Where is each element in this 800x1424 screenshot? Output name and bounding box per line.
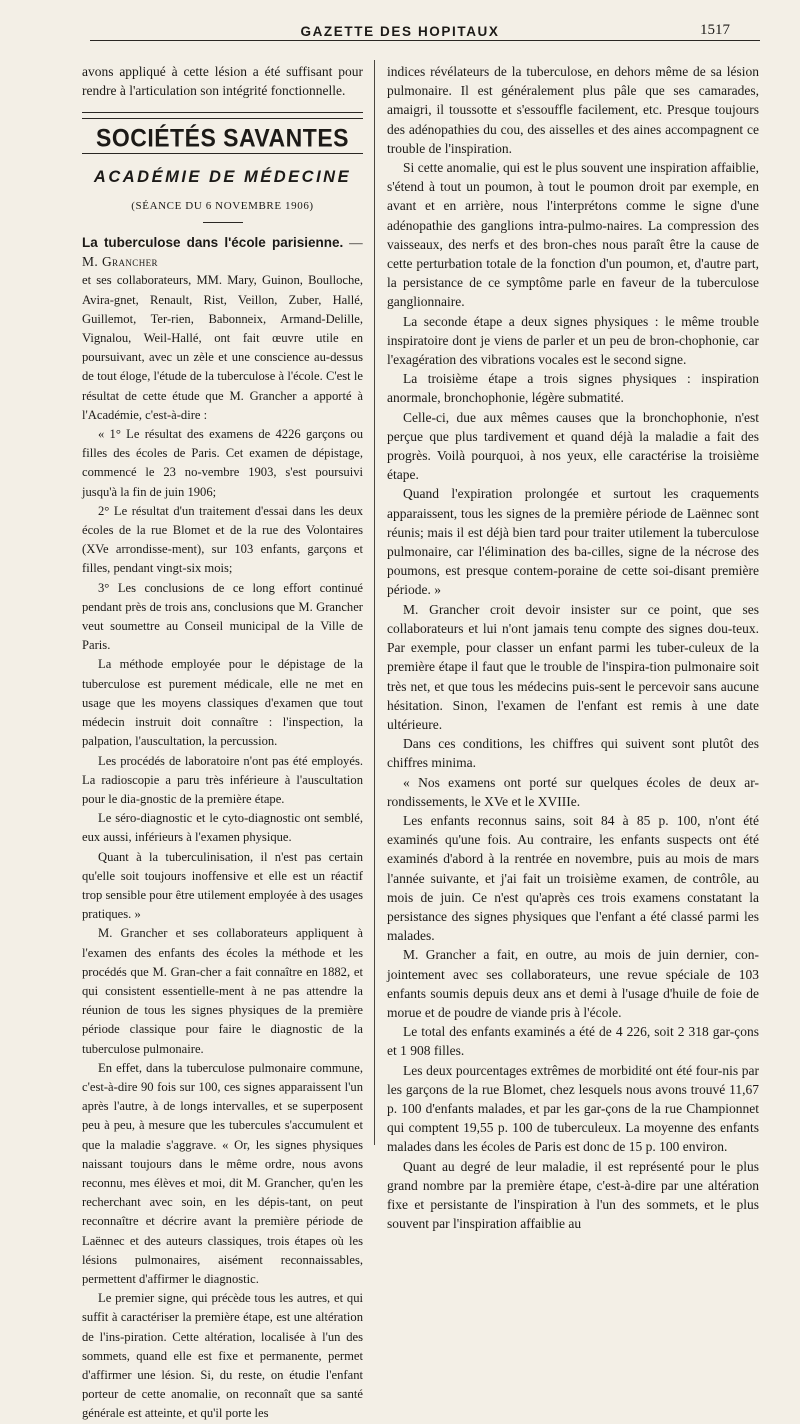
article-lead (82, 233, 363, 271)
paragraph: La seconde étape a deux signes physiques : le même trouble inspiratoire dont je viens de parler et un peu de bron-chophonie, car l'exagération des vibrations vocales est le second signe. (387, 313, 759, 368)
paragraph: « 1° Le résultat des examens de 4226 garçons ou filles des écoles de Paris. Cet examen de dépistage, commencé le 23 no-vembre 1903, s'est poursuivi jusqu'à la fin de juin 1906; (82, 427, 363, 499)
article-headline: La tuberculose dans l'école parisienne. (82, 235, 344, 251)
section-title-rule (82, 153, 363, 154)
intro-text: avons appliqué à cette lésion a été suffisant pour rendre à l'articulation son intégrité fonctionnelle. (82, 64, 363, 99)
paragraph: et ses collaborateurs, MM. Mary, Guinon, Boulloche, Avira-gnet, Renault, Rist, Veillon, Zuber, Hallé, Guillemot, Ter-rien, Babonneix, Armand-Delille, Vignalou, Weil-Hallé, ont fait œuvre utile en poursuivant, avec un zèle et une conscience au-dessus de tout éloge, l'étude de la tuberculose à l'école. C'est le résultat de cette étude que M. Grancher a apporté à l'Académie, c'est-à-dire : (82, 273, 363, 422)
academy-title: ACADÉMIE DE MÉDECINE (93, 167, 352, 186)
paragraph: « Nos examens ont porté sur quelques écoles de deux ar-rondissements, le XVe et le XVIIIe. (387, 774, 759, 809)
paragraph: Celle-ci, due aux mêmes causes que la bronchophonie, n'est perçue que plus tardivement et quand déjà la maladie a fait des progrès. Voilà pourquoi, à nos yeux, elle caractérise la troisième étape. (387, 409, 759, 483)
paragraph: Quant au degré de leur maladie, il est représenté pour le plus grand nombre par la première étape, c'est-à-dire par une altération fixe et persistante de l'inspiration à l'un des sommets, et le plus souvent par l'inspiration affaiblie au (387, 1158, 759, 1232)
paragraph: Quant à la tuberculinisation, il n'est pas certain qu'elle soit toujours inoffensive et elle est un réactif trop sensible pour être utilement employée à des usages pratiques. » (82, 849, 363, 922)
session-date: (SÉANCE DU 6 NOVEMBRE 1906) (131, 199, 314, 212)
paragraph: Les enfants reconnus sains, soit 84 à 85 p. 100, n'ont été examinés qu'une fois. Au contraire, les enfants suspects ont été examinés d'abord à la rentrée en novembre, puis au mois de mars l'année suivante, et j'ai fait un troisième examen, de contrôle, au mois de juin. Ce n'est qu'après ces trois examens constatant la persistance des signes physiques que l'enfant a été classé parmi les malades. (387, 812, 759, 944)
right-column (387, 62, 759, 1233)
left-column (82, 62, 363, 1424)
short-divider (203, 222, 243, 223)
header-rule (90, 40, 760, 41)
paragraph: La troisième étape a trois signes physiques : inspiration anormale, bronchophonie, légère submatité. (387, 371, 759, 406)
paragraph: M. Grancher a fait, en outre, au mois de juin dernier, con-jointement avec ses collaborateurs, une revue spéciale de 103 enfants soumis depuis deux ans et demi à l'usage d'huile de foie de morue et de poudre de viande pris à l'école. (387, 947, 759, 1020)
paragraph: Le séro-diagnostic et le cyto-diagnostic ont semblé, eux aussi, inférieurs à l'examen physique. (82, 811, 363, 845)
section-rule (82, 112, 363, 119)
paragraph: 2° Le résultat d'un traitement d'essai dans les deux écoles de la rue Blomet et de la rue des Volontaires (XVe arrondisse-ment), sur 103 enfants, garçons et filles, pendant vingt-six mois; (82, 503, 363, 576)
paragraph: Le total des enfants examinés a été de 4 226, soit 2 318 gar-çons et 1 908 filles. (387, 1024, 759, 1059)
column-divider (374, 60, 375, 1145)
paragraph: M. Grancher croit devoir insister sur ce point, que ses collaborateurs et lui n'ont jamais tenu compte des signes dou-teux. Par exemple, pour classer un enfant parmi les tuber-culeux de la première étape il faut que le trouble de l'inspira-tion pulmonaire soit très net, et que tous les médecins puis-sent le percevoir sans aucune hésitation. Sinon, l'examen de l'enfant est remis à une date ultérieure. (387, 601, 759, 732)
section-title: SOCIÉTÉS SAVANTES (95, 124, 350, 153)
paragraph: Les procédés de laboratoire n'ont pas été employés. La radioscopie a paru très inférieure à l'auscultation pour le dia-gnostic de la première étape. (82, 753, 363, 806)
paragraph: 3° Les conclusions de ce long effort continué pendant près de trois ans, conclusions que M. Grancher veut soumettre au Conseil municipal de la Ville de Paris. (82, 580, 363, 653)
paragraph: Si cette anomalie, qui est le plus souvent une inspiration affaiblie, s'étend à tout un poumon, à tout le poumon droit par exemple, en avant et en arrière, nous l'interprétons comme le signe d'une adénopathie des ganglions intra-pulmo-naires. La compression des vaisseaux, des nerfs et des bron-ches nous paraît être la cause de cette perturbation totale de la fonction d'un poumon, et, d'autre part, la persistance de ce symptôme parle en faveur de la tuberculose ganglionnaire. (387, 160, 759, 310)
page-number: 1517 (700, 22, 730, 38)
paragraph: Le premier signe, qui précède tous les autres, et qui suffit à caractériser la première étape, est une altération de l'ins-piration. Cette altération, localisée à l'un des sommets, quand elle est fixe et permanente, permet d'affirmer une lésion. Si, du reste, on étudie l'enfant porteur de cette anomalie, on reconnaît que sa santé générale est atteinte, et qu'il porte les (82, 1291, 363, 1421)
paragraph: Quand l'expiration prolongée et surtout les craquements apparaissent, tous les signes de la première période de Laënnec sont réunis; mais il est déjà bien tard pour traiter utilement la tuberculose pulmonaire, car l'élimination des ba-cilles, signe de la nécrose des poumons, est presque contem-poraine de cette soi-disant première période. » (387, 486, 759, 598)
paragraph: La méthode employée pour le dépistage de la tuberculose est purement médicale, elle ne met en usage que les moyens classiques d'examen que tout médecin instruit doit connaître : l'inspection, la palpation, l'auscultation, la percussion. (82, 657, 363, 749)
paragraph: indices révélateurs de la tuberculose, en dehors même de sa lésion pulmonaire. Il est généralement plus pâle que ses camarades, amaigri, il toussotte et s'essouffle facilement, etc. Presque toujours des adénopathies du cou, des aisselles et des aines accompagnent ce trouble de l'inspiration. (387, 64, 759, 156)
journal-title: GAZETTE DES HOPITAUX (300, 24, 500, 39)
paragraph: En effet, dans la tuberculose pulmonaire commune, c'est-à-dire 90 fois sur 100, ces signes apparaissent l'un après l'autre, à de longs intervalles, et se superposent peu à peu, à mesure que les tubercules s'accumulent et que la maladie s'aggrave. « Or, les signes physiques naissant toujours dans le même ordre, nous avons reconnu, mes élèves et moi, dit M. Grancher, qu'en les recherchant avec soin, en les dépis-tant, on peut reconnaître et décrire avant la première période de Laënnec et des auteurs classiques, trois étapes où les lésions pulmonaires, aisément reconnaissables, permettent d'affirmer le diagnostic. (82, 1060, 363, 1286)
article-speaker: — M. Grancher (82, 235, 363, 270)
paragraph: M. Grancher et ses collaborateurs appliquent à l'examen des enfants des écoles la méthode et les procédés que M. Gran-cher a fait connaître en 1882, et qui consistent essentielle-ment à ne pas attendre la réunion de tous les signes physiques de la première période classique pour faire le diagnostic de la tuberculose pulmonaire. (82, 926, 363, 1056)
paragraph: Dans ces conditions, les chiffres qui suivent sont plutôt des chiffres minima. (387, 736, 759, 771)
page-header (0, 22, 800, 46)
paragraph: Les deux pourcentages extrêmes de morbidité ont été four-nis par les garçons de la rue Blomet, chez lesquels nous avons trouvé 11,67 p. 100 d'enfants malades, et par les gar-çons de la rue Championnet qui comptent 19,55 p. 100 de tuberculeux. La moyenne des enfants malades dans les écoles de Paris est donc de 15 p. 100 environ. (387, 1062, 759, 1155)
